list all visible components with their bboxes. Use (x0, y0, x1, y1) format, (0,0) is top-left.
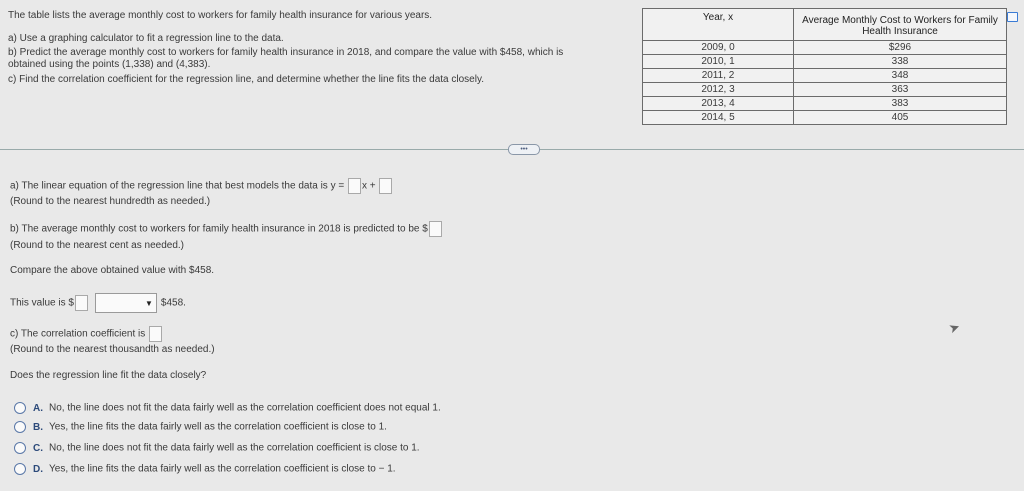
cell-x: 2011, 2 (643, 69, 794, 83)
radio-button[interactable] (14, 463, 26, 475)
correlation-input[interactable] (149, 326, 162, 342)
option-b[interactable] (14, 421, 387, 433)
cell-x: 2009, 0 (643, 41, 794, 55)
cell-y: 383 (794, 97, 1007, 111)
difference-input[interactable] (75, 295, 88, 311)
cell-y: 338 (794, 55, 1007, 69)
radio-button[interactable] (14, 421, 26, 433)
slope-input[interactable] (348, 178, 361, 194)
option-d[interactable] (14, 463, 396, 475)
cell-y: 363 (794, 83, 1007, 97)
fit-question: Does the regression line fit the data closely? (10, 370, 207, 381)
answer-b-note: (Round to the nearest cent as needed.) (10, 240, 185, 251)
problem-part-b-line2: obtained using the points (1,338) and (4,383). (8, 59, 211, 70)
cell-x: 2010, 1 (643, 55, 794, 69)
table-row (643, 55, 1007, 69)
answer-c-line (10, 326, 163, 342)
prediction-input[interactable] (429, 221, 442, 237)
table-row (643, 111, 1007, 125)
expand-more-button[interactable]: ••• (508, 144, 540, 155)
table-row (643, 97, 1007, 111)
data-table (642, 8, 1007, 125)
option-c[interactable] (14, 442, 420, 454)
option-letter: A. (33, 402, 43, 414)
answer-a-mid: x + (361, 180, 376, 192)
header-cost: Average Monthly Cost to Workers for Family Health Insurance (794, 9, 1007, 41)
option-letter: D. (33, 463, 43, 475)
problem-part-b-line1: b) Predict the average monthly cost to workers for family health insurance in 2018, and compare the value with $458, which is (8, 47, 564, 58)
answer-c-text: c) The correlation coefficient is (10, 328, 146, 340)
answer-b-line (10, 221, 443, 237)
answer-a-line (10, 178, 393, 194)
cell-x: 2012, 3 (643, 83, 794, 97)
intercept-input[interactable] (379, 178, 392, 194)
comparison-line (10, 293, 186, 313)
problem-part-a: a) Use a graphing calculator to fit a regression line to the data. (8, 33, 284, 44)
option-letter: B. (33, 421, 43, 433)
table-row (643, 41, 1007, 55)
chevron-down-icon: ▼ (145, 299, 153, 308)
table-row (643, 69, 1007, 83)
option-text: Yes, the line fits the data fairly well as the correlation coefficient is close to 1. (49, 421, 387, 433)
option-text: No, the line does not fit the data fairly well as the correlation coefficient is close to 1. (49, 442, 420, 454)
cell-x: 2014, 5 (643, 111, 794, 125)
answer-b-text: b) The average monthly cost to workers for family health insurance in 2018 is predicted to be $ (10, 223, 428, 235)
answer-a-note: (Round to the nearest hundredth as needed.) (10, 196, 211, 207)
value-prefix: This value is $ (10, 297, 74, 309)
value-suffix: $458. (160, 297, 186, 309)
cell-y: 405 (794, 111, 1007, 125)
cell-x: 2013, 4 (643, 97, 794, 111)
option-text: Yes, the line fits the data fairly well as the correlation coefficient is close to − 1. (49, 463, 396, 475)
problem-intro: The table lists the average monthly cost to workers for family health insurance for various years. (8, 10, 433, 21)
cell-y: 348 (794, 69, 1007, 83)
answer-a-text: a) The linear equation of the regression line that best models the data is y = (10, 180, 345, 192)
compare-text: Compare the above obtained value with $458. (10, 265, 215, 276)
header-year: Year, x (643, 9, 794, 41)
radio-button[interactable] (14, 442, 26, 454)
comparison-select[interactable] (95, 293, 157, 313)
copy-icon[interactable] (1007, 12, 1018, 22)
option-letter: C. (33, 442, 43, 454)
answer-c-note: (Round to the nearest thousandth as needed.) (10, 344, 215, 355)
cell-y: $296 (794, 41, 1007, 55)
table-row (643, 83, 1007, 97)
radio-button[interactable] (14, 402, 26, 414)
mouse-cursor-icon: ➤ (946, 318, 962, 337)
problem-part-c: c) Find the correlation coefficient for the regression line, and determine whether the line fits the data closely. (8, 74, 484, 85)
option-a[interactable] (14, 402, 441, 414)
option-text: No, the line does not fit the data fairly well as the correlation coefficient does not equal 1. (49, 402, 441, 414)
